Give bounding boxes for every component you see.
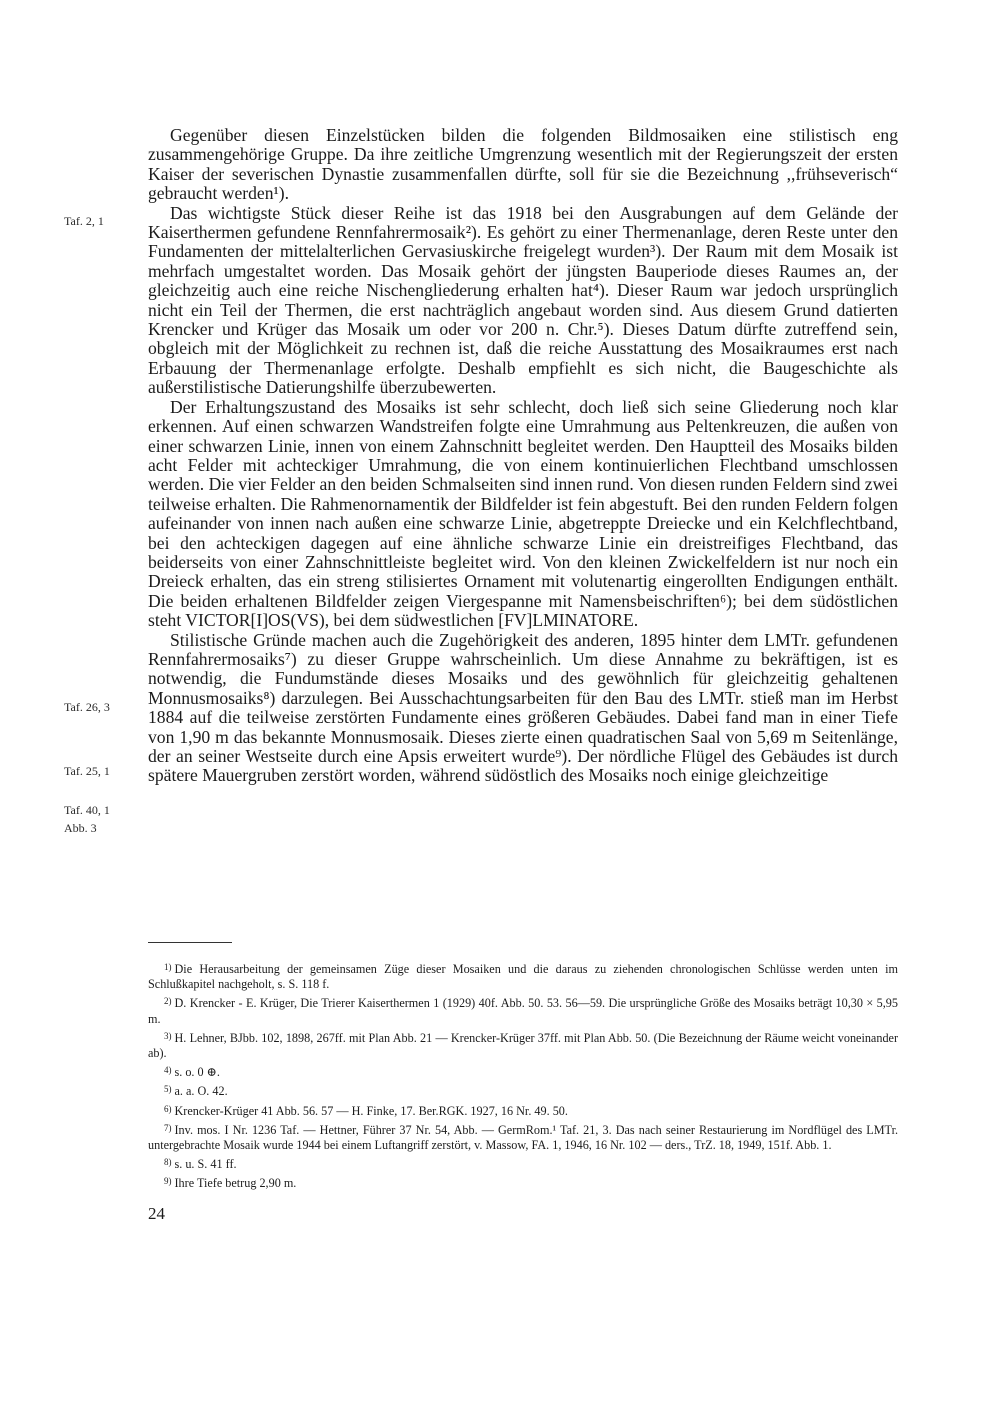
footnote-mark: 9) [164, 1176, 172, 1187]
footnote [148, 1174, 898, 1191]
margin-note-taf-25-1: Taf. 25, 1 [64, 764, 110, 778]
footnote-mark: 5) [164, 1084, 172, 1095]
footnote-mark: 6) [164, 1103, 172, 1114]
footnote-mark: 7) [164, 1122, 172, 1133]
footnote-text: s. u. S. 41 ff. [174, 1157, 237, 1172]
margin-note-abb-3: Abb. 3 [64, 821, 97, 835]
footnote-text: Die Herausarbeitung der gemeinsamen Züge dieser Mosaiken und die daraus zu ziehenden chronologischen Schlüsse werden unten im Schlußkapitel nachgeholt, s. S. 118 f. [148, 962, 898, 992]
footnote [148, 1155, 898, 1172]
footnote-divider [148, 942, 232, 943]
footnote-text: Krencker-Krüger 41 Abb. 56. 57 — H. Finke, 17. Ber.RGK. 1927, 16 Nr. 49. 50. [174, 1103, 568, 1118]
footnote-mark: 1) [164, 962, 172, 972]
footnote-text: D. Krencker - E. Krüger, Die Trierer Kaiserthermen 1 (1929) 40f. Abb. 50. 53. 56—59. Die ursprüngliche Größe des Mosaiks beträgt 10,30 × 5,95 m. [148, 996, 898, 1026]
footnote-text: a. a. O. 42. [174, 1084, 228, 1099]
paragraph: Der Erhaltungszustand des Mosaiks ist sehr schlecht, doch ließ sich seine Gliederung noch klar erkennen. Auf einen schwarzen Wandstreifen folgte eine Umrahmung aus Peltenkreuzen, die außen von einer schwarzen Linie, innen von einem Zahnschnitt begleitet werden. Den Hauptteil des Mosaiks bilden acht Felder mit achteckiger Umrahmung, die von einem kontinuierlichen Flechtband umschlossen werden. Die vier Felder an den beiden Schmalseiten sind innen rund. Von diesen runden Feldern sind zwei teilweise erhalten. Die Rahmenornamentik der Bildfelder ist fein abgestuft. Bei den runden Feldern folgen aufeinander von innen nach außen eine schwarze Linie, abgetreppte Dreiecke und ein Kelchflechtband, bei den achteckigen dagegen auf eine ähnliche schwarze Linie ein dreistreifiges Flechtband, das beiderseits von einer Zahnschnittleiste begleitet wird. Von den kleinen Zwickelfeldern ist nur noch ein Dreieck erhalten, das ein streng stilisiertes Ornament mit volutenartig eingerollten Endigungen enthält. Die beiden erhaltenen Bildfelder zeigen Viergespanne mit Namensbeischriften⁶); bei dem südöstlichen steht VICTOR[I]OS(VS), bei dem südwestlichen [FV]LMINATORE. [148, 396, 898, 631]
footnote [148, 994, 898, 1026]
footnote-mark: 4) [164, 1065, 172, 1076]
footnote-text: s. o. 0 ⊕. [174, 1065, 220, 1080]
main-text [148, 126, 898, 786]
footnote-text: H. Lehner, BJbb. 102, 1898, 267ff. mit Plan Abb. 21 — Krencker-Krüger 37ff. mit Plan Abb. 50. (Die Bezeichnung der Räume weicht voneinander ab). [148, 1030, 898, 1061]
margin-note-taf-2-1: Taf. 2, 1 [64, 214, 104, 228]
footnote [148, 1082, 898, 1099]
margin-notes [0, 0, 140, 1407]
footnote [148, 1102, 898, 1119]
footnotes [148, 960, 898, 1194]
footnote-text: Inv. mos. I Nr. 1236 Taf. — Hettner, Führer 37 Nr. 54, Abb. — GermRom.¹ Taf. 21, 3. Das nach seiner Restaurierung im Nordflügel des LMTr. untergebrachte Mosaik wurde 1944 bei einem Luftangriff zerstört, v. Massow, FA. 1, 1946, 16 Nr. 102 — ders., TrZ. 18, 1949, 151f. Abb. 1. [148, 1122, 898, 1153]
paragraph: Gegenüber diesen Einzelstücken bilden die folgenden Bildmosaiken eine stilistisch eng zusammengehörige Gruppe. Da ihre zeitliche Umgrenzung wesentlich mit der Regierungszeit der ersten Kaiser der severischen Dynastie zusammenfallen dürfte, soll für sie die Bezeichnung ,,frühseverisch“ gebraucht werden¹). [148, 125, 898, 204]
footnote-mark: 8) [164, 1157, 172, 1168]
footnote-mark: 3) [164, 1030, 172, 1041]
footnote [148, 1063, 898, 1080]
footnote-text: Ihre Tiefe betrug 2,90 m. [174, 1176, 297, 1191]
paragraph: Das wichtigste Stück dieser Reihe ist das 1918 bei den Ausgrabungen auf dem Gelände der Kaiserthermen gefundene Rennfahrermosaik²). Es gehört zu einer Thermenanlage, deren Reste unter den Fundamenten der mittelalterlichen Gervasiuskirche freigelegt wurden³). Der Raum mit dem Mosaik ist mehrfach umgestaltet worden. Das Mosaik gehört der jüngsten Bauperiode dieses Raumes an, der gleichzeitig auch eine reiche Nischengliederung erhalten hat⁴). Dieser Raum war jedoch ursprünglich nicht ein Teil der Thermen, die erst nachträglich angebaut worden sind. Aus diesem Grund datierten Krencker und Krüger das Mosaik um oder vor 200 n. Chr.⁵). Dieses Datum dürfte zutreffend sein, obgleich mit der Möglichkeit zu rechnen ist, daß die reiche Ausstattung des Mosaikraumes erst nach Erbauung der Thermenanlage erfolgte. Deshalb empfiehlt es sich nicht, die Baugeschichte als außerstilistische Datierungshilfe überzubewerten. [148, 202, 898, 398]
footnote-mark: 2) [164, 996, 172, 1007]
footnote [148, 1029, 898, 1061]
footnote [148, 960, 898, 992]
margin-note-taf-26-3: Taf. 26, 3 [64, 700, 110, 714]
footnote [148, 1121, 898, 1153]
paragraph: Stilistische Gründe machen auch die Zugehörigkeit des anderen, 1895 hinter dem LMTr. gefundenen Rennfahrermosaiks⁷) zu dieser Gruppe wahrscheinlich. Um diese Annahme zu bekräftigen, ist es notwendig, die Fundumstände dieses Mosaiks und des gewöhnlich für gleichzeitig gehaltenen Monnusmosaiks⁸) darzulegen. Bei Ausschachtungsarbeiten für den Bau des LMTr. stieß man im Herbst 1884 auf die teilweise zerstörten Fundamente eines größeren Gebäudes. Dabei fand man in einer Tiefe von 1,90 m das bekannte Monnusmosaik. Dieses zierte einen quadratischen Saal von 5,69 m Seitenlänge, der an seiner Westseite durch eine Apsis erweitert wurde⁹). Der nördliche Flügel des Gebäudes ist durch spätere Mauergruben zerstört worden, während südöstlich des Mosaiks noch einige gleichzeitige [148, 629, 898, 786]
margin-note-taf-40-1: Taf. 40, 1 [64, 803, 110, 817]
page-number: 24 [148, 1204, 165, 1223]
